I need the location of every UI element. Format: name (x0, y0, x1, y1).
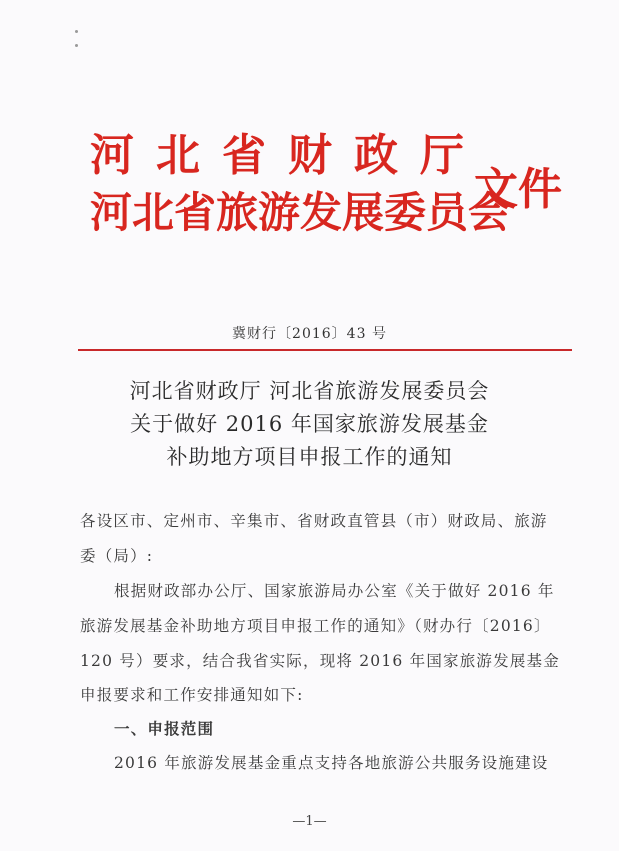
section-1-line-1: 2016 年旅游发展基金重点支持各地旅游公共服务设施建设 (114, 754, 549, 772)
title-line-1: 河北省财政厅 河北省旅游发展委员会 (129, 379, 490, 403)
paragraph-1-line-4: 申报要求和工作安排通知如下: (80, 686, 304, 704)
paragraph-1-line-2: 旅游发展基金补助地方项目申报工作的通知》（财办行〔2016〕 (80, 617, 551, 635)
title-line-3: 补助地方项目申报工作的通知 (166, 445, 453, 469)
scan-speck (75, 44, 78, 47)
issuer-line-2: 河北省旅游发展委员会 (90, 188, 511, 237)
page-number: —1— (292, 814, 327, 829)
scan-speck (75, 30, 78, 33)
title-line-2: 关于做好 2016 年国家旅游发展基金 (130, 412, 489, 436)
section-heading: 一、申报范围 (114, 720, 215, 738)
document-number: 冀财行〔2016〕43 号 (232, 326, 387, 342)
paragraph-1-line-3: 120 号）要求，结合我省实际，现将 2016 年国家旅游发展基金 (80, 652, 560, 670)
paragraph-1-line-1: 根据财政部办公厅、国家旅游局办公室《关于做好 2016 年 (114, 582, 555, 600)
issuer-line-1: 河北省财政厅 (90, 130, 486, 181)
addressee-line-1: 各设区市、定州市、辛集市、省财政直管县（市）财政局、旅游 (80, 512, 548, 530)
file-word: 文件 (474, 164, 562, 215)
addressee-line-2: 委（局）: (80, 547, 154, 565)
red-divider (78, 349, 572, 351)
